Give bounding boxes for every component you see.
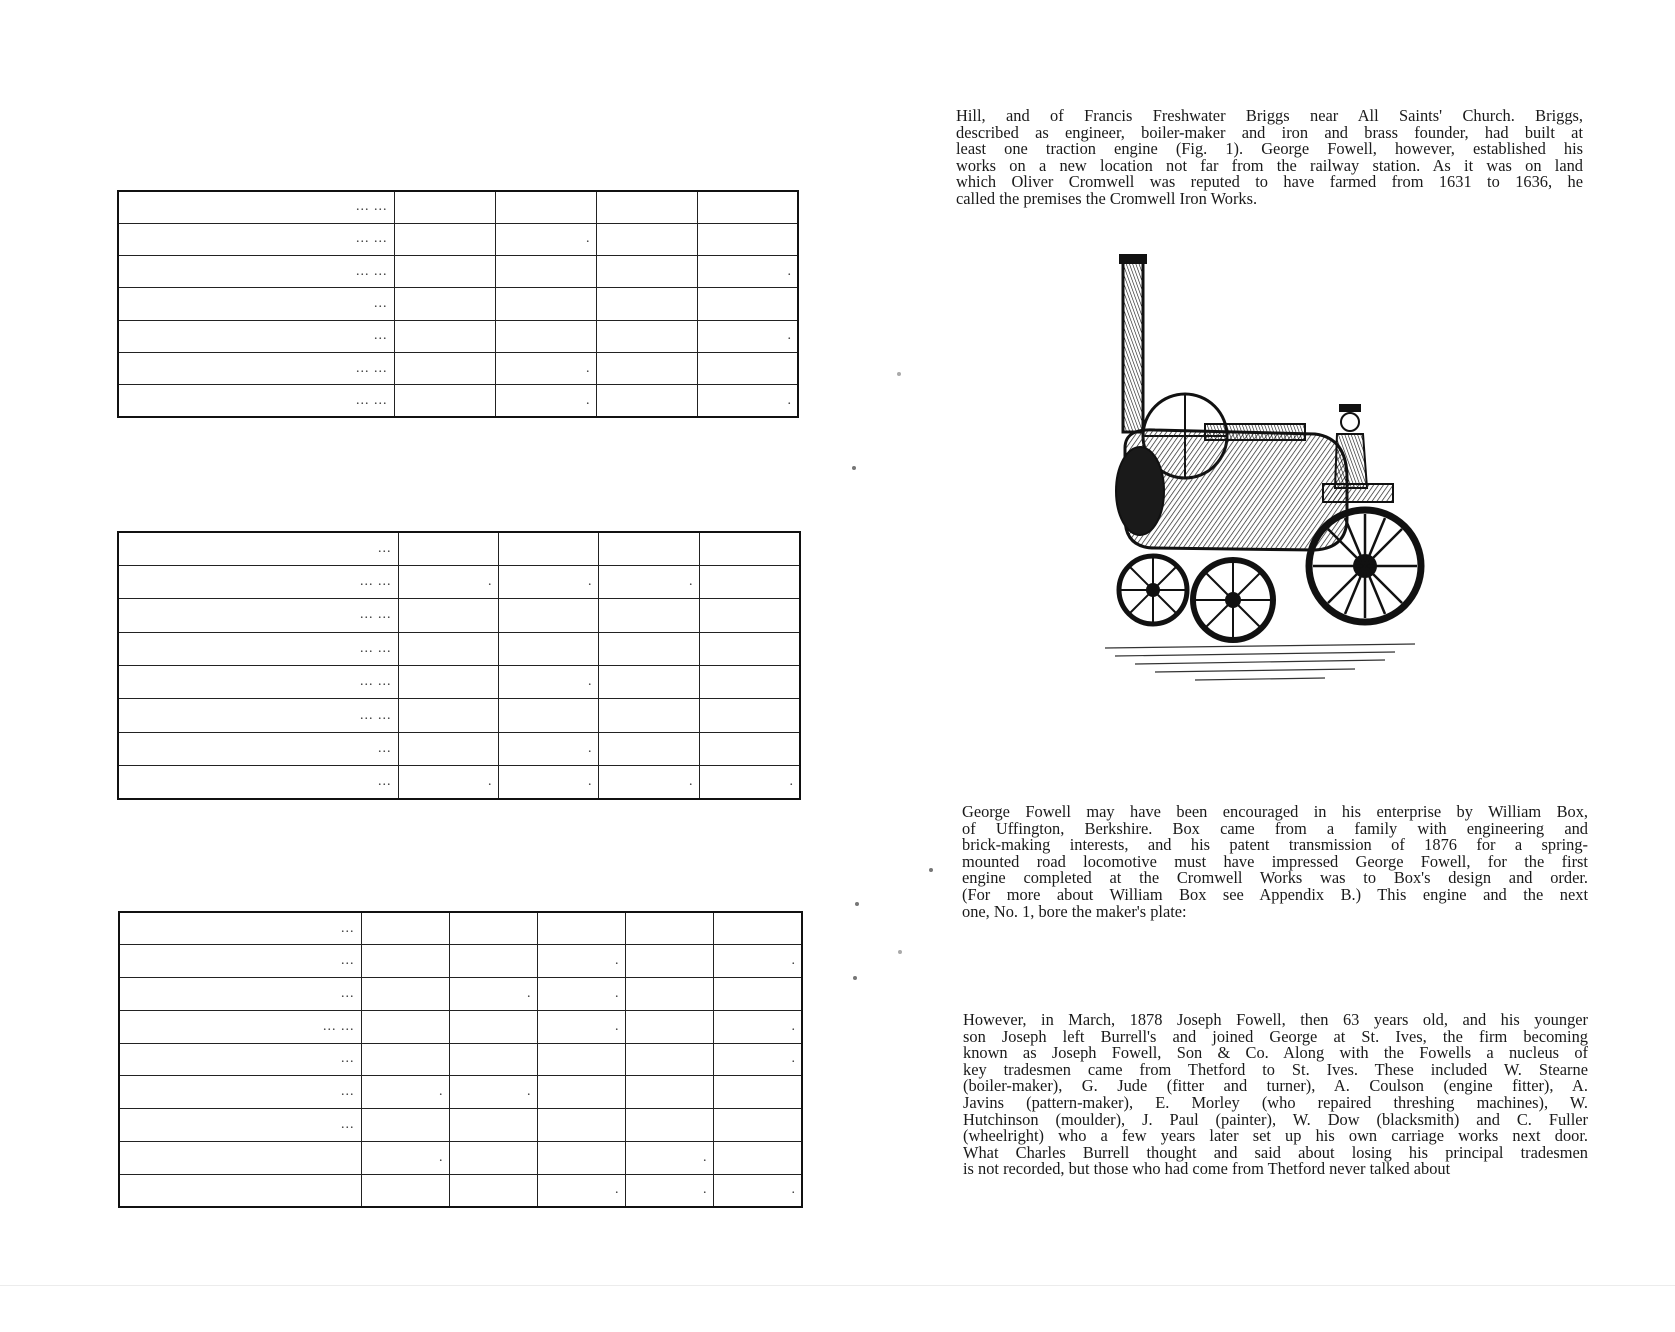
row-label-leader: ... [118,732,398,765]
row-label-leader: ... ... [118,565,398,598]
value-cell [598,532,699,565]
table-row [118,699,800,732]
row-label-leader: ... [119,1109,361,1142]
table-row [118,191,798,223]
value-cell: . [495,385,596,417]
value-cell: . [537,945,625,978]
value-cell [699,599,800,632]
ledger-table-1 [117,190,799,418]
scan-speck [897,372,901,376]
paragraph-joseph-fowell [963,1012,1588,1178]
engine-front-wheel-small [1119,556,1187,624]
value-cell: . [699,766,800,799]
row-label-leader: ... [118,766,398,799]
value-cell [625,1010,713,1043]
text-line: of Uffington, Berkshire. Box came from a family with engineering and [962,818,1588,838]
value-cell [625,1076,713,1109]
value-cell [394,256,495,288]
row-label-leader: ... ... [118,599,398,632]
table-row [118,599,800,632]
value-cell: . [498,732,598,765]
value-cell [449,912,537,945]
value-cell [498,599,598,632]
value-cell [449,945,537,978]
row-label-leader [119,1174,361,1207]
text-line: (wheelright) who a few years later set up his own carriage works next door. [963,1126,1588,1146]
value-cell [394,288,495,320]
value-cell [596,256,697,288]
value-cell [596,385,697,417]
table-row [118,288,798,320]
value-cell: . [697,256,798,288]
value-cell [449,1141,537,1174]
row-label-leader: ... ... [118,632,398,665]
value-cell: . [713,1174,802,1207]
row-label-leader: ... ... [118,191,394,223]
value-cell [537,912,625,945]
table-row [118,565,800,598]
table-row [118,732,800,765]
value-cell [596,223,697,255]
row-label-leader: ... [118,532,398,565]
value-cell [495,256,596,288]
table-row [119,1141,802,1174]
value-cell [598,732,699,765]
value-cell [699,732,800,765]
value-cell [625,1043,713,1076]
value-cell [398,599,498,632]
text-line: son Joseph left Burrell's and joined George at St. Ives, the firm becoming [963,1026,1588,1046]
table-row [119,945,802,978]
row-label-leader: ... [119,1043,361,1076]
value-cell [598,632,699,665]
row-label-leader: ... [118,288,394,320]
table-row [119,912,802,945]
table-row [118,532,800,565]
engine-front-wheel [1193,560,1273,640]
text-line: mounted road locomotive must have impressed George Fowell, for the first [962,851,1588,871]
value-cell [598,699,699,732]
value-cell [596,320,697,352]
scan-speck [855,902,859,906]
value-cell [495,288,596,320]
value-cell [598,666,699,699]
value-cell [394,352,495,384]
ground-shading [1105,644,1415,680]
value-cell [398,666,498,699]
row-label-leader: ... ... [118,223,394,255]
value-cell: . [449,978,537,1011]
value-cell [596,352,697,384]
value-cell [699,666,800,699]
value-cell: . [361,1141,449,1174]
table-row [118,385,798,417]
scan-speck [898,950,902,954]
value-cell: . [537,1010,625,1043]
table-row [119,1043,802,1076]
value-cell [697,191,798,223]
engine-boiler [1116,424,1347,550]
text-line: which Oliver Cromwell was reputed to have farmed from 1631 to 1636, he [956,172,1583,192]
table-row [118,320,798,352]
value-cell [697,223,798,255]
table-row [119,1109,802,1142]
value-cell [713,1076,802,1109]
paragraph-william-box [962,804,1588,920]
paragraph-cromwell-iron-works [956,108,1583,208]
value-cell: . [697,385,798,417]
text-line: is not recorded, but those who had come from Thetford never talked about [963,1159,1451,1179]
value-cell [713,912,802,945]
value-cell [625,945,713,978]
value-cell [598,599,699,632]
value-cell [625,1109,713,1142]
value-cell [697,288,798,320]
text-line: Hill, and of Francis Freshwater Briggs near All Saints' Church. Briggs, [956,106,1583,125]
value-cell [498,632,598,665]
value-cell [537,1109,625,1142]
engine-chimney [1119,254,1147,432]
row-label-leader: ... ... [118,666,398,699]
value-cell: . [713,945,802,978]
value-cell: . [625,1174,713,1207]
value-cell: . [361,1076,449,1109]
row-label-leader: ... ... [118,352,394,384]
text-line: works on a new location not far from the railway station. As it was on land [956,155,1583,175]
text-line: called the premises the Cromwell Iron Works. [956,188,1258,208]
row-label-leader: ... [118,320,394,352]
table-row [119,1174,802,1207]
value-cell [713,1141,802,1174]
text-line: George Fowell may have been encouraged in his enterprise by William Box, [962,802,1588,821]
value-cell [361,945,449,978]
value-cell [495,320,596,352]
text-line: one, No. 1, bore the maker's plate: [962,901,1187,921]
row-label-leader: ... ... [119,1010,361,1043]
value-cell [394,223,495,255]
value-cell: . [498,666,598,699]
text-line: Hutchinson (moulder), J. Paul (painter), W. Dow (blacksmith) and C. Fuller [963,1109,1588,1129]
value-cell [625,978,713,1011]
value-cell: . [498,766,598,799]
text-line: key tradesmen came from Thetford to St. Ives. These included W. Stearne [963,1059,1588,1079]
value-cell [498,699,598,732]
value-cell [394,191,495,223]
value-cell: . [498,565,598,598]
text-line: What Charles Burrell thought and said about losing his principal tradesmen [963,1142,1588,1162]
table-row [118,766,800,799]
table-row [119,1010,802,1043]
value-cell: . [598,565,699,598]
value-cell: . [625,1141,713,1174]
value-cell [625,912,713,945]
value-cell: . [537,1174,625,1207]
scan-speck [929,868,933,872]
value-cell [449,1109,537,1142]
value-cell [699,565,800,598]
table-row [118,352,798,384]
value-cell [537,1043,625,1076]
value-cell: . [495,352,596,384]
row-label-leader: ... ... [118,256,394,288]
value-cell [537,1076,625,1109]
value-cell [361,1109,449,1142]
value-cell [361,1174,449,1207]
value-cell [498,532,598,565]
scan-speck [853,976,857,980]
text-line: However, in March, 1878 Joseph Fowell, then 63 years old, and his younger [963,1010,1588,1029]
value-cell: . [537,978,625,1011]
table-row [119,978,802,1011]
value-cell: . [398,766,498,799]
value-cell [361,978,449,1011]
value-cell [699,532,800,565]
value-cell [699,699,800,732]
value-cell [596,191,697,223]
value-cell: . [713,1010,802,1043]
text-line: described as engineer, boiler-maker and iron and brass founder, had built at [956,122,1583,142]
row-label-leader: ... [119,1076,361,1109]
traction-engine-illustration [1085,248,1425,710]
value-cell: . [713,1043,802,1076]
table-row [118,256,798,288]
value-cell [596,288,697,320]
value-cell [449,1174,537,1207]
value-cell [697,352,798,384]
value-cell [398,732,498,765]
value-cell [713,1109,802,1142]
value-cell [361,912,449,945]
scan-speck [852,466,856,470]
row-label-leader: ... [119,945,361,978]
ledger-table-3 [118,911,803,1208]
row-label-leader: ... ... [118,699,398,732]
page-bottom-edge [0,1285,1675,1286]
row-label-leader: ... [119,912,361,945]
value-cell [449,1043,537,1076]
row-label-leader: ... ... [118,385,394,417]
row-label-leader: ... [119,978,361,1011]
value-cell [394,320,495,352]
text-line: brick-making interests, and his patent transmission of 1876 for a spring- [962,835,1588,855]
text-line: least one traction engine (Fig. 1). George Fowell, however, established his [956,139,1583,159]
value-cell [699,632,800,665]
value-cell: . [598,766,699,799]
text-line: Javins (pattern-maker), E. Morley (who repaired threshing machines), W. [963,1092,1588,1112]
table-row [119,1076,802,1109]
text-line: (For more about William Box see Appendix B.) This engine and the next [962,884,1588,904]
value-cell: . [495,223,596,255]
value-cell [449,1010,537,1043]
value-cell: . [449,1076,537,1109]
value-cell: . [697,320,798,352]
value-cell [398,532,498,565]
value-cell [361,1010,449,1043]
table-row [118,666,800,699]
value-cell [398,699,498,732]
table-row [118,632,800,665]
text-line: engine completed at the Cromwell Works was to Box's design and order. [962,868,1588,888]
value-cell [398,632,498,665]
value-cell [537,1141,625,1174]
engine-rear-wheel [1309,510,1421,622]
text-line: known as Joseph Fowell, Son & Co. Along with the Fowells a nucleus of [963,1043,1588,1063]
value-cell: . [398,565,498,598]
value-cell [361,1043,449,1076]
value-cell [394,385,495,417]
table-row [118,223,798,255]
ledger-table-2 [117,531,801,800]
value-cell [495,191,596,223]
text-line: (boiler-maker), G. Jude (fitter and turner), A. Coulson (engine fitter), A. [963,1076,1588,1096]
row-label-leader [119,1141,361,1174]
value-cell [713,978,802,1011]
